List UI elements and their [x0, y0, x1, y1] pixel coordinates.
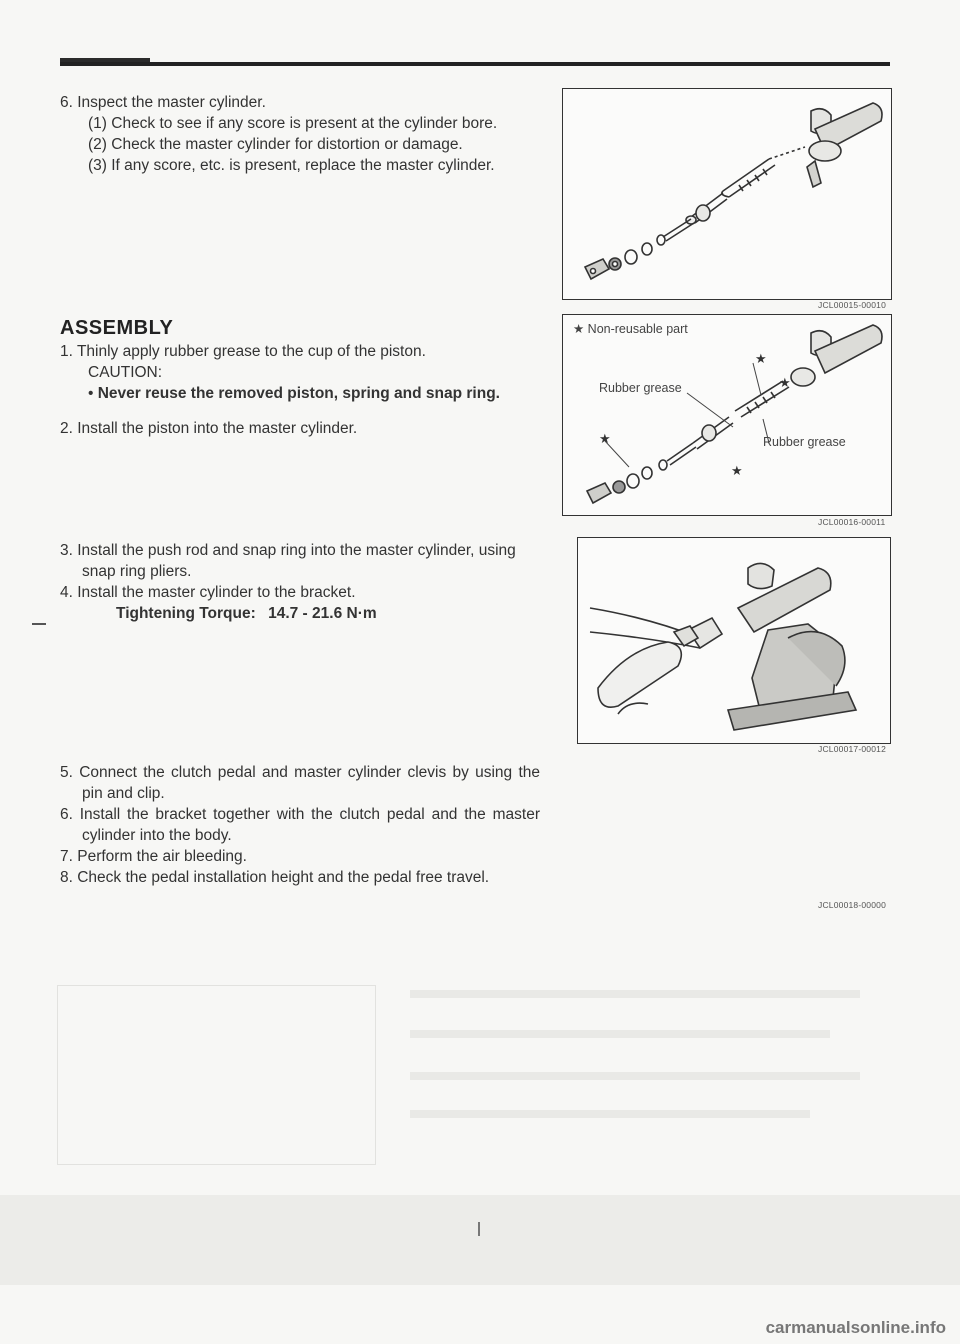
- figure-exploded-view: [562, 88, 892, 300]
- assembly-step-6: 6. Install the bracket together with the clutch pedal and the master cylinder into the body.: [60, 806, 540, 844]
- assembly-section-mid: [60, 540, 550, 624]
- figure-4-code: JCL00018-00000: [818, 900, 887, 910]
- inspect-heading: 6. Inspect the master cylinder.: [60, 94, 266, 111]
- grease-points-drawing: [563, 315, 891, 515]
- figure-2-code: JCL00016-00011: [818, 517, 886, 527]
- show-through-figure: [57, 985, 376, 1165]
- assembly-step-8: 8. Check the pedal installation height and the pedal free travel.: [60, 869, 490, 886]
- assembly-step-1: 1. Thinly apply rubber grease to the cup of the piston.: [60, 343, 426, 360]
- assembly-step-3: 3. Install the push rod and snap ring into the master cylinder, using snap ring pliers.: [60, 542, 516, 580]
- assembly-step-7: 7. Perform the air bleeding.: [60, 848, 247, 865]
- caution-label: CAUTION:: [88, 364, 163, 381]
- star-icon: ★: [599, 432, 611, 447]
- site-watermark[interactable]: carmanualsonline.info: [765, 1318, 946, 1337]
- fig2-grease-label-lower: Rubber grease: [763, 435, 846, 449]
- exploded-view-drawing: [563, 89, 891, 299]
- figure-3-code: JCL00017-00012: [818, 744, 887, 754]
- inspect-step-2: (2) Check the master cylinder for distortion or damage.: [88, 136, 463, 153]
- star-icon: ★: [731, 464, 743, 479]
- bottom-scan-band: [0, 1195, 960, 1285]
- margin-mark: [32, 623, 46, 625]
- torque-value: 14.7 - 21.6 N·m: [268, 605, 377, 622]
- fig2-legend: ★ Non-reusable part: [573, 322, 688, 336]
- assembly-step-5: 5. Connect the clutch pedal and master cylinder clevis by using the pin and clip.: [60, 764, 540, 802]
- assembly-section-bottom: [60, 762, 540, 888]
- assembly-step-2: 2. Install the piston into the master cylinder.: [60, 420, 358, 437]
- bullet-icon: •: [88, 385, 98, 402]
- torque-spec: [60, 603, 550, 624]
- inspect-section: [60, 92, 550, 176]
- header-rule: [60, 62, 890, 66]
- assembly-section-top: [60, 318, 550, 439]
- star-icon: ★: [755, 352, 767, 367]
- fig2-grease-label-upper: Rubber grease: [599, 381, 682, 395]
- page-number-mark: [478, 1222, 480, 1236]
- caution-item: [60, 383, 550, 404]
- show-through-line: [410, 990, 860, 998]
- figure-grease-points: [562, 314, 892, 516]
- star-icon: ★: [779, 376, 791, 391]
- inspect-step-1: (1) Check to see if any score is present at the cylinder bore.: [88, 115, 498, 132]
- assembly-step-4: 4. Install the master cylinder to the bracket.: [60, 584, 356, 601]
- caution-text: Never reuse the removed piston, spring and snap ring.: [97, 385, 500, 402]
- inspect-step-3: (3) If any score, etc. is present, replace the master cylinder.: [88, 157, 495, 174]
- show-through-line: [410, 1072, 860, 1080]
- snap-ring-pliers-drawing: [578, 538, 890, 743]
- figure-snap-ring-pliers: [577, 537, 891, 744]
- show-through-line: [410, 1110, 810, 1118]
- show-through-line: [410, 1030, 830, 1038]
- figure-1-code: JCL00015-00010: [818, 300, 887, 310]
- torque-label: Tightening Torque:: [116, 605, 256, 622]
- assembly-title: ASSEMBLY: [60, 317, 174, 339]
